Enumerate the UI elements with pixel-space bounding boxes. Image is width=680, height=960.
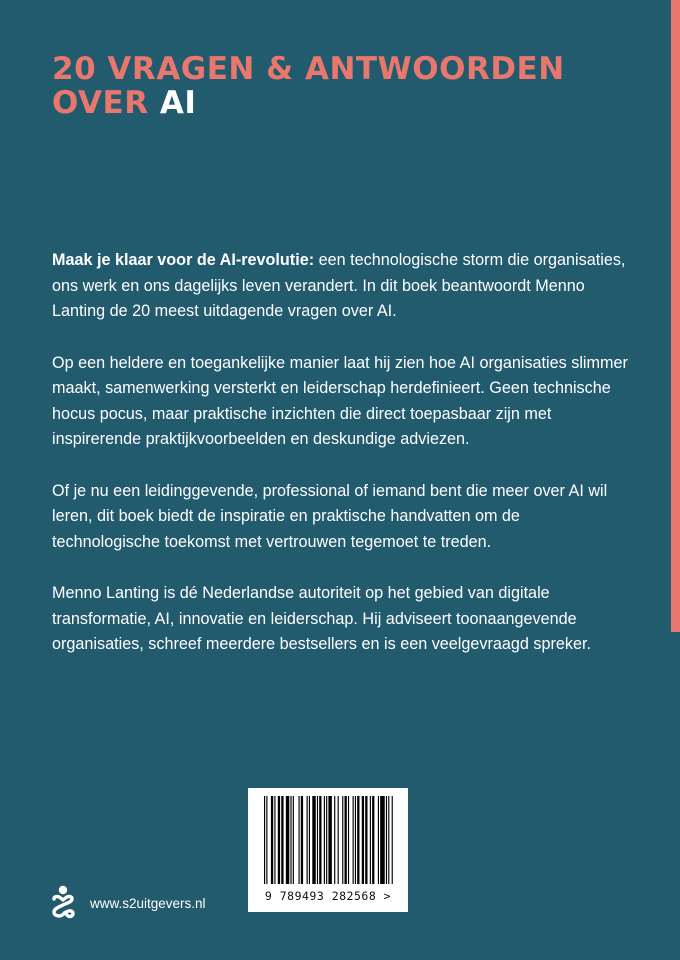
barcode-bars bbox=[260, 796, 396, 888]
s2-publisher-logo-icon bbox=[50, 885, 76, 919]
title-line-2-accent: AI bbox=[159, 85, 197, 121]
blurb-paragraph-1 bbox=[52, 248, 632, 325]
isbn-barcode bbox=[248, 788, 408, 912]
title-line-1: 20 VRAGEN & ANTWOORDEN bbox=[52, 51, 565, 87]
accent-side-bar bbox=[671, 0, 680, 632]
blurb-paragraph-2: Op een heldere en toegankelijke manier laat hij zien hoe AI organisaties slimmer maakt, samenwerking versterkt en leiderschap herdefinieert. Geen technische hocus pocus, maar praktische inzichten die direct toepasbaar zijn met inspirerende praktijkvoorbeelden en deskundige adviezen. bbox=[52, 353, 628, 448]
blurb bbox=[52, 248, 632, 684]
blurb-lead: Maak je klaar voor de AI-revolutie: bbox=[52, 251, 315, 269]
publisher-website: www.s2uitgevers.nl bbox=[90, 896, 206, 911]
blurb-paragraph-1-text: een technologische storm die organisaties, ons werk en ons dagelijks leven verandert. In dit boek beantwoordt Menno Lanting de 20 meest uitdagende vragen over AI. bbox=[52, 251, 626, 320]
isbn-number: 9 789493 282568 > bbox=[264, 889, 392, 903]
author-bio: Menno Lanting is dé Nederlandse autoriteit op het gebied van digitale transformatie, AI, innovatie en leiderschap. Hij adviseert toonaangevende organisaties, schreef meerdere bestsellers en is een veelgevraagd spreker. bbox=[52, 584, 591, 653]
book-title bbox=[52, 52, 565, 120]
title-line-2-prefix: OVER bbox=[52, 85, 149, 121]
blurb-paragraph-3: Of je nu een leidinggevende, professional of iemand bent die meer over AI wil leren, dit boek biedt de inspiratie en praktische handvatten om de technologische toekomst met vertrouwen tegemoet te treden. bbox=[52, 481, 608, 551]
